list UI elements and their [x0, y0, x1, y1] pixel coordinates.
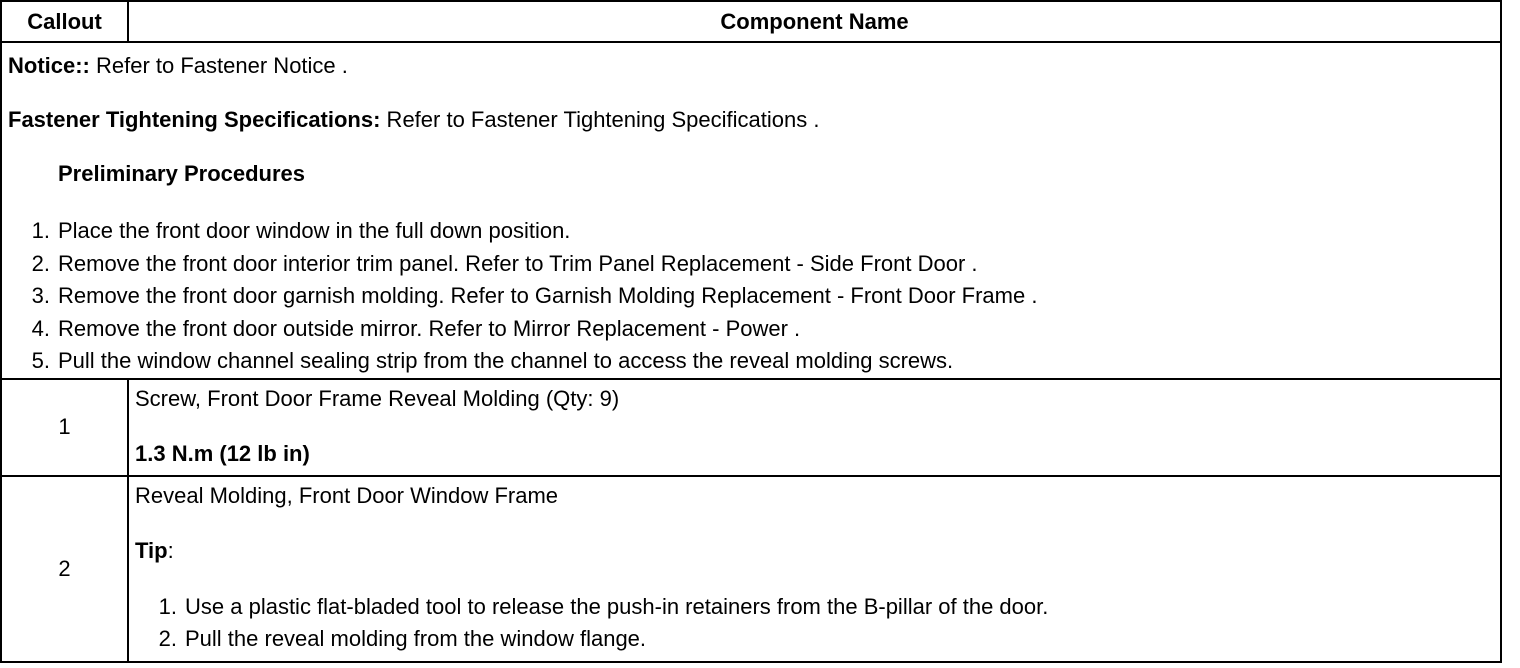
callout-number: 2 [2, 476, 128, 662]
step-number: 3. [31, 283, 50, 308]
tip-colon: : [167, 537, 174, 563]
list-item [135, 623, 1494, 655]
table-row [2, 379, 1500, 476]
header-callout: Callout [2, 2, 128, 42]
notice-label: Notice:: [8, 53, 90, 78]
step-number: 1. [158, 593, 177, 619]
step-number: 5. [31, 348, 50, 373]
component-cell [128, 476, 1500, 662]
component-cell [128, 379, 1500, 476]
step-text: Pull the reveal molding from the window flange. [185, 625, 647, 651]
preliminary-steps [8, 215, 1494, 378]
callout-number: 1 [2, 379, 128, 476]
step-text: Place the front door window in the full down position. [58, 218, 571, 243]
notice-paragraph [8, 53, 1494, 79]
step-number: 4. [31, 315, 50, 341]
notice-row [2, 42, 1500, 379]
header-row [2, 2, 1500, 42]
list-item [8, 280, 1494, 313]
notice-cell [2, 42, 1500, 379]
step-number: 1. [31, 218, 50, 243]
step-text: Remove the front door outside mirror. Refer to Mirror Replacement - Power . [58, 315, 801, 341]
component-name: Screw, Front Door Frame Reveal Molding (Qty: 9) [135, 385, 620, 411]
tip-steps [135, 591, 1494, 655]
step-number: 2. [31, 250, 50, 276]
component-table-grid [2, 2, 1500, 661]
preliminary-title: Preliminary Procedures [58, 161, 306, 186]
list-item [8, 345, 1494, 378]
table-row [2, 476, 1500, 662]
torque-spec: 1.3 N.m (12 lb in) [135, 440, 310, 466]
step-number: 2. [158, 625, 177, 651]
component-name: Reveal Molding, Front Door Window Frame [135, 482, 559, 508]
step-text: Pull the window channel sealing strip from the channel to access the reveal molding screws. [58, 348, 954, 373]
header-component-name: Component Name [128, 2, 1500, 42]
tip-heading [135, 538, 1494, 564]
tip-label: Tip [135, 537, 168, 563]
list-item [8, 248, 1494, 281]
step-text: Remove the front door interior trim panel. Refer to Trim Panel Replacement - Side Front Door . [58, 250, 978, 276]
fastener-label: Fastener Tightening Specifications: [8, 107, 381, 132]
step-text: Use a plastic flat-bladed tool to release the push-in retainers from the B-pillar of the door. [185, 593, 1049, 619]
notice-text: Refer to Fastener Notice . [89, 53, 348, 78]
fastener-paragraph [8, 107, 1494, 133]
step-text: Remove the front door garnish molding. Refer to Garnish Molding Replacement - Front Door Frame . [58, 283, 1038, 308]
list-item [8, 215, 1494, 248]
list-item [135, 591, 1494, 623]
fastener-text: Refer to Fastener Tightening Specifications . [380, 107, 820, 132]
list-item [8, 313, 1494, 346]
